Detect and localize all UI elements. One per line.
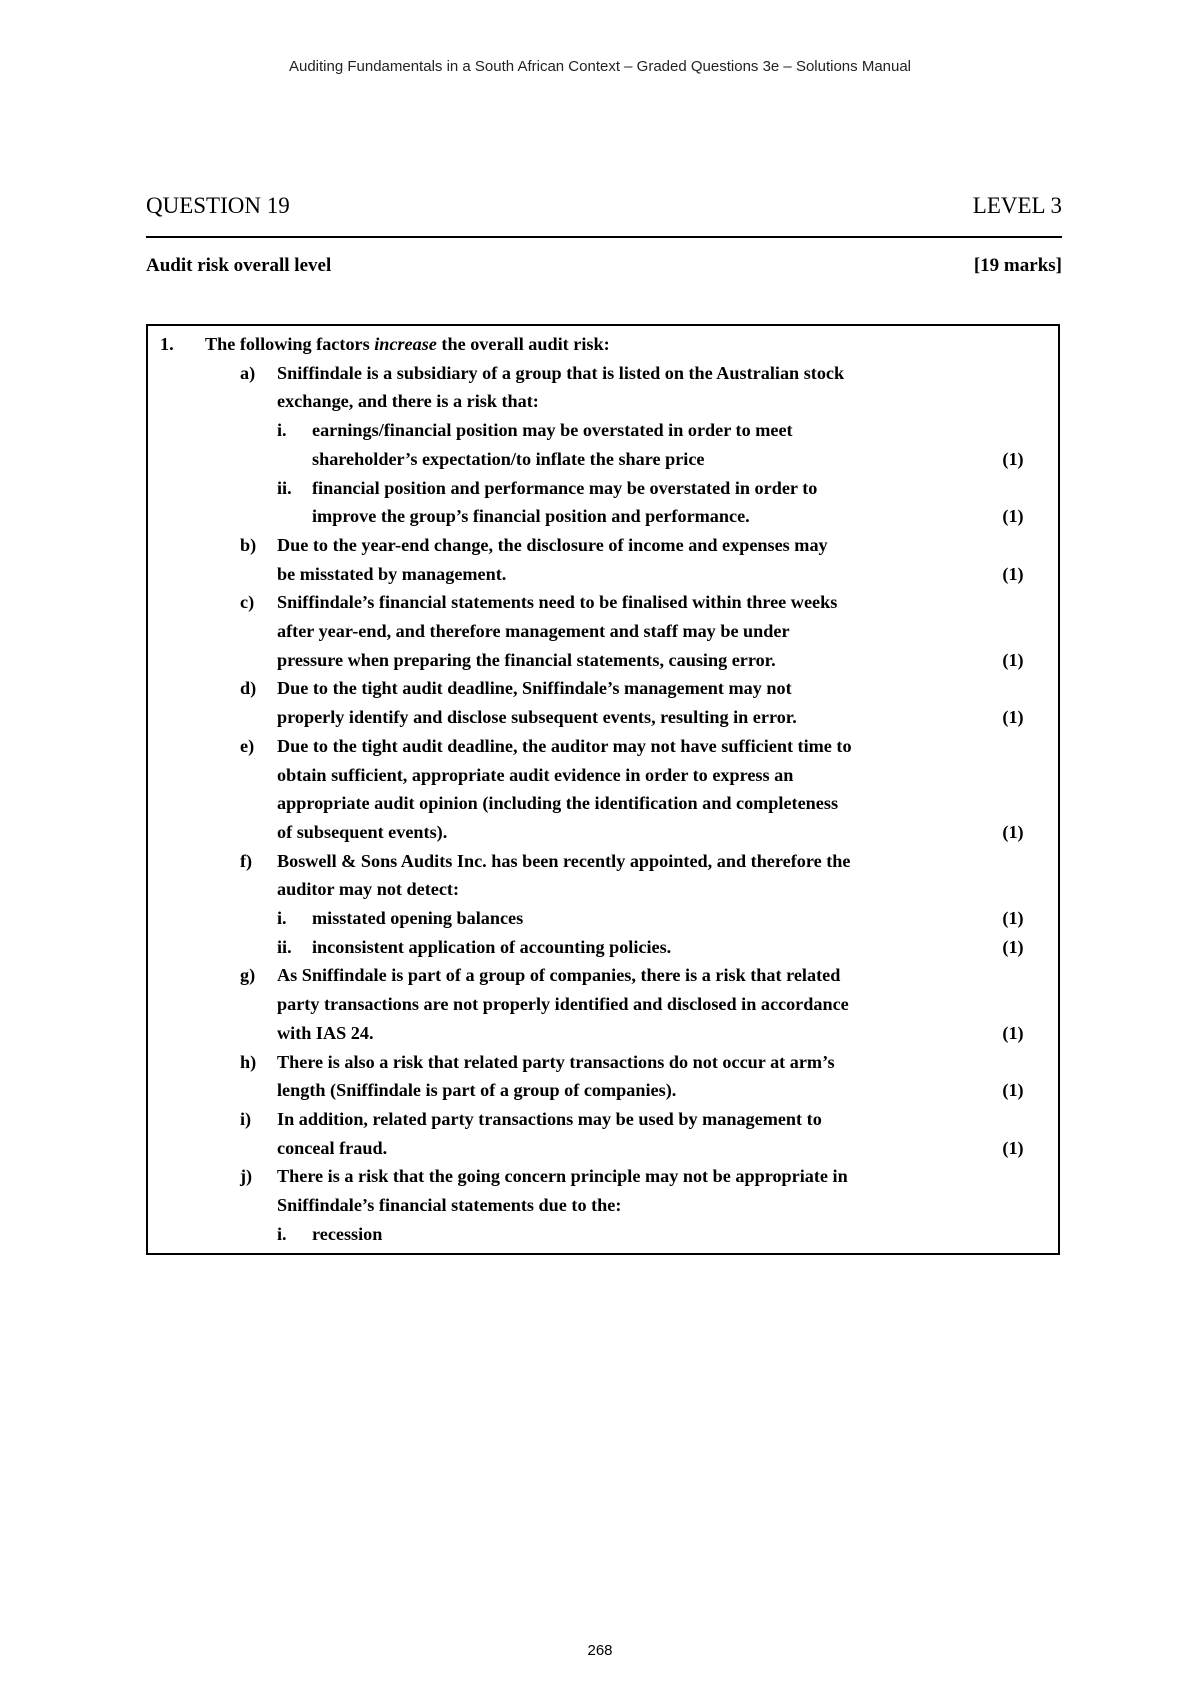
- item-label: b): [240, 534, 257, 555]
- mark: (1): [1002, 1137, 1024, 1158]
- mark: (1): [1002, 448, 1024, 469]
- item-label: j): [240, 1166, 253, 1187]
- item-text: be misstated by management.: [277, 563, 507, 584]
- list-item: [148, 359, 1058, 388]
- item-text: auditor may not detect:: [277, 879, 460, 900]
- item-text: Due to the tight audit deadline, Sniffindale’s management may not: [277, 678, 792, 699]
- list-item-continuation: [148, 617, 1058, 646]
- item-text: Sniffindale’s financial statements due to the:: [277, 1195, 622, 1215]
- sub-item-label: ii.: [277, 936, 292, 957]
- list-item: [148, 588, 1058, 617]
- running-header: Auditing Fundamentals in a South African Context – Graded Questions 3e – Solutions Manual: [288, 58, 912, 75]
- item-text: Sniffindale’s financial statements need to be finalised within three weeks: [277, 592, 838, 613]
- sub-item: [148, 933, 1058, 962]
- item-text: length (Sniffindale is part of a group of companies).: [277, 1080, 677, 1101]
- sub-item-text: shareholder’s expectation/to inflate the share price: [312, 448, 705, 469]
- intro-emphasis: increase: [374, 334, 437, 354]
- mark: (1): [1002, 821, 1024, 842]
- mark: (1): [1002, 506, 1024, 527]
- item-text: Due to the tight audit deadline, the auditor may not have sufficient time to: [277, 735, 852, 756]
- item-text: after year-end, and therefore management and staff may be under: [277, 621, 790, 641]
- item-text: party transactions are not properly identified and disclosed in accordance: [277, 994, 849, 1015]
- list-item-continuation: [148, 818, 1058, 847]
- list-item-continuation: [148, 1191, 1058, 1220]
- mark: (1): [1002, 563, 1024, 584]
- list-item-continuation: [148, 789, 1058, 818]
- answer-box: [146, 324, 1060, 1255]
- item-text: As Sniffindale is part of a group of companies, there is a risk that related: [277, 965, 841, 986]
- list-item: [148, 847, 1058, 876]
- sub-item: [148, 904, 1058, 933]
- list-item: [148, 732, 1058, 761]
- mark: (1): [1002, 1080, 1024, 1101]
- list-item: [148, 961, 1058, 990]
- list-item: [148, 531, 1058, 560]
- mark: (1): [1002, 707, 1024, 728]
- item-label: f): [240, 850, 253, 871]
- list-item-continuation: [148, 761, 1058, 790]
- question-level: LEVEL 3: [972, 193, 1062, 218]
- item-label: i): [240, 1108, 252, 1129]
- item-text: pressure when preparing the financial statements, causing error.: [277, 649, 776, 670]
- item-text: There is a risk that the going concern principle may not be appropriate in: [277, 1166, 848, 1187]
- list-item-continuation: [148, 990, 1058, 1019]
- item-text: Boswell & Sons Audits Inc. has been recently appointed, and therefore the: [277, 850, 851, 871]
- list-item-continuation: [148, 387, 1058, 416]
- item-text: Sniffindale is a subsidiary of a group that is listed on the Australian stock: [277, 362, 845, 383]
- sub-item-continuation: [148, 445, 1058, 474]
- sub-item-label: i.: [277, 908, 287, 928]
- list-item-continuation: [148, 560, 1058, 589]
- list-item: [148, 1048, 1058, 1077]
- answer-number: 1.: [160, 334, 174, 354]
- question-heading-row: [146, 193, 1062, 219]
- list-item: [148, 1162, 1058, 1191]
- question-marks: [19 marks]: [973, 255, 1062, 276]
- sub-item-text: financial position and performance may be overstated in order to: [312, 477, 818, 498]
- list-item-continuation: [148, 875, 1058, 904]
- item-label: a): [240, 362, 256, 383]
- sub-item: [148, 416, 1058, 445]
- mark: (1): [1002, 936, 1024, 957]
- question-title: QUESTION 19: [146, 193, 290, 218]
- list-item: [148, 674, 1058, 703]
- item-text: with IAS 24.: [277, 1022, 374, 1043]
- item-text: In addition, related party transactions may be used by management to: [277, 1108, 822, 1129]
- sub-item: [148, 474, 1058, 503]
- sub-item-text: recession: [312, 1223, 383, 1244]
- item-label: h): [240, 1051, 257, 1072]
- item-text: of subsequent events).: [277, 821, 448, 842]
- mark: (1): [1002, 649, 1024, 670]
- sub-item-text: improve the group’s financial position and performance.: [312, 506, 750, 527]
- sub-item-text: earnings/financial position may be overstated in order to meet: [312, 420, 793, 441]
- answer-intro-line: [148, 330, 1058, 359]
- list-item-continuation: [148, 1134, 1058, 1163]
- list-item-continuation: [148, 703, 1058, 732]
- list-item-continuation: [148, 646, 1058, 675]
- item-text: Due to the year-end change, the disclosure of income and expenses may: [277, 534, 828, 555]
- sub-item-continuation: [148, 502, 1058, 531]
- item-text: exchange, and there is a risk that:: [277, 391, 539, 412]
- item-label: d): [240, 678, 257, 699]
- item-label: g): [240, 965, 256, 986]
- answer-intro: The following factors increase the overall audit risk:: [205, 334, 610, 354]
- item-text: There is also a risk that related party transactions do not occur at arm’s: [277, 1051, 835, 1072]
- item-label: e): [240, 735, 255, 756]
- mark: (1): [1002, 908, 1024, 928]
- sub-item: [148, 1220, 1058, 1249]
- sub-item-label: i.: [277, 420, 287, 441]
- item-text: conceal fraud.: [277, 1137, 388, 1158]
- mark: (1): [1002, 1022, 1024, 1043]
- sub-item-label: i.: [277, 1223, 287, 1244]
- question-subheading-row: [146, 255, 1062, 277]
- list-item-continuation: [148, 1019, 1058, 1048]
- item-text: obtain sufficient, appropriate audit evidence in order to express an: [277, 764, 794, 785]
- sub-item-label: ii.: [277, 477, 292, 498]
- page-number: 268: [587, 1642, 613, 1659]
- sub-item-text: misstated opening balances: [312, 908, 524, 928]
- item-text: appropriate audit opinion (including the identification and completeness: [277, 793, 839, 814]
- question-subtitle: Audit risk overall level: [146, 255, 332, 276]
- item-label: c): [240, 592, 255, 613]
- sub-item-text: inconsistent application of accounting policies.: [312, 936, 672, 957]
- item-text: properly identify and disclose subsequent events, resulting in error.: [277, 707, 797, 728]
- heading-rule: [146, 236, 1062, 238]
- list-item: [148, 1105, 1058, 1134]
- list-item-continuation: [148, 1076, 1058, 1105]
